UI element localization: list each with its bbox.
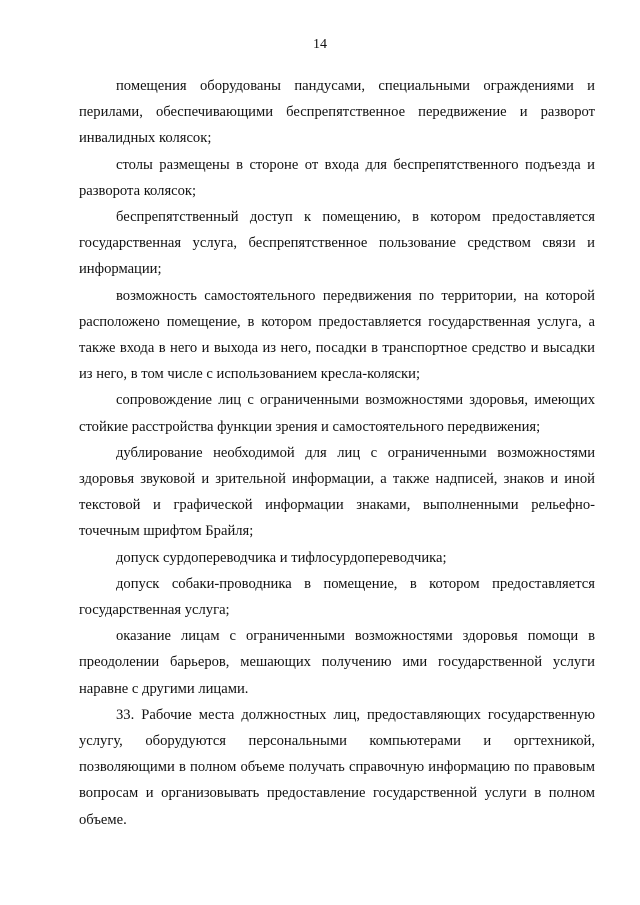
page-number: 14 xyxy=(313,37,327,52)
paragraph-ramps: помещения оборудованы пандусами, специальными ограждениями и перилами, обеспечивающими беспрепятственное передвижение и разворот инвалидных колясок; xyxy=(79,78,595,147)
document-body xyxy=(79,73,595,833)
paragraph-interpreter: допуск сурдопереводчика и тифлосурдопереводчика; xyxy=(116,549,447,566)
paragraph-movement: возможность самостоятельного передвижения по территории, на которой расположено помещение, в котором предоставляется государственная услуга, а также входа в него и выхода из него, посадки в транспортное средство и высадки из него, в том числе с использованием кресла-коляски; xyxy=(79,287,595,383)
paragraph-guide-dog: допуск собаки-проводника в помещение, в котором предоставляется государственная услуга; xyxy=(79,575,595,619)
paragraph-access: беспрепятственный доступ к помещению, в котором предоставляется государственная услуга, беспрепятственное пользование средством связи и информации; xyxy=(79,209,595,278)
paragraph-assistance: оказание лицам с ограниченными возможностями здоровья помощи в преодолении барьеров, мешающих получению ими государственной услуги наравне с другими лицами. xyxy=(79,628,595,697)
paragraph-escort: сопровождение лиц с ограниченными возможностями здоровья, имеющих стойкие расстройства функции зрения и самостоятельного передвижения; xyxy=(79,392,595,435)
paragraph-duplication: дублирование необходимой для лиц с ограниченными возможностями здоровья звуковой и зрительной информации, а также надписей, знаков и иной текстовой и графической информации знаками, выполненными рельефно-точечным шрифтом Брайля; xyxy=(79,444,595,540)
paragraph-section-33: 33. Рабочие места должностных лиц, предоставляющих государственную услугу, оборудуются персональными компьютерами и оргтехникой, позволяющими в полном объеме получать справочную информацию по правовым вопросам и организовывать предоставление государственной услуги в полном объеме. xyxy=(79,706,595,828)
paragraph-tables: столы размещены в стороне от входа для беспрепятственного подъезда и разворота колясок; xyxy=(79,156,595,199)
